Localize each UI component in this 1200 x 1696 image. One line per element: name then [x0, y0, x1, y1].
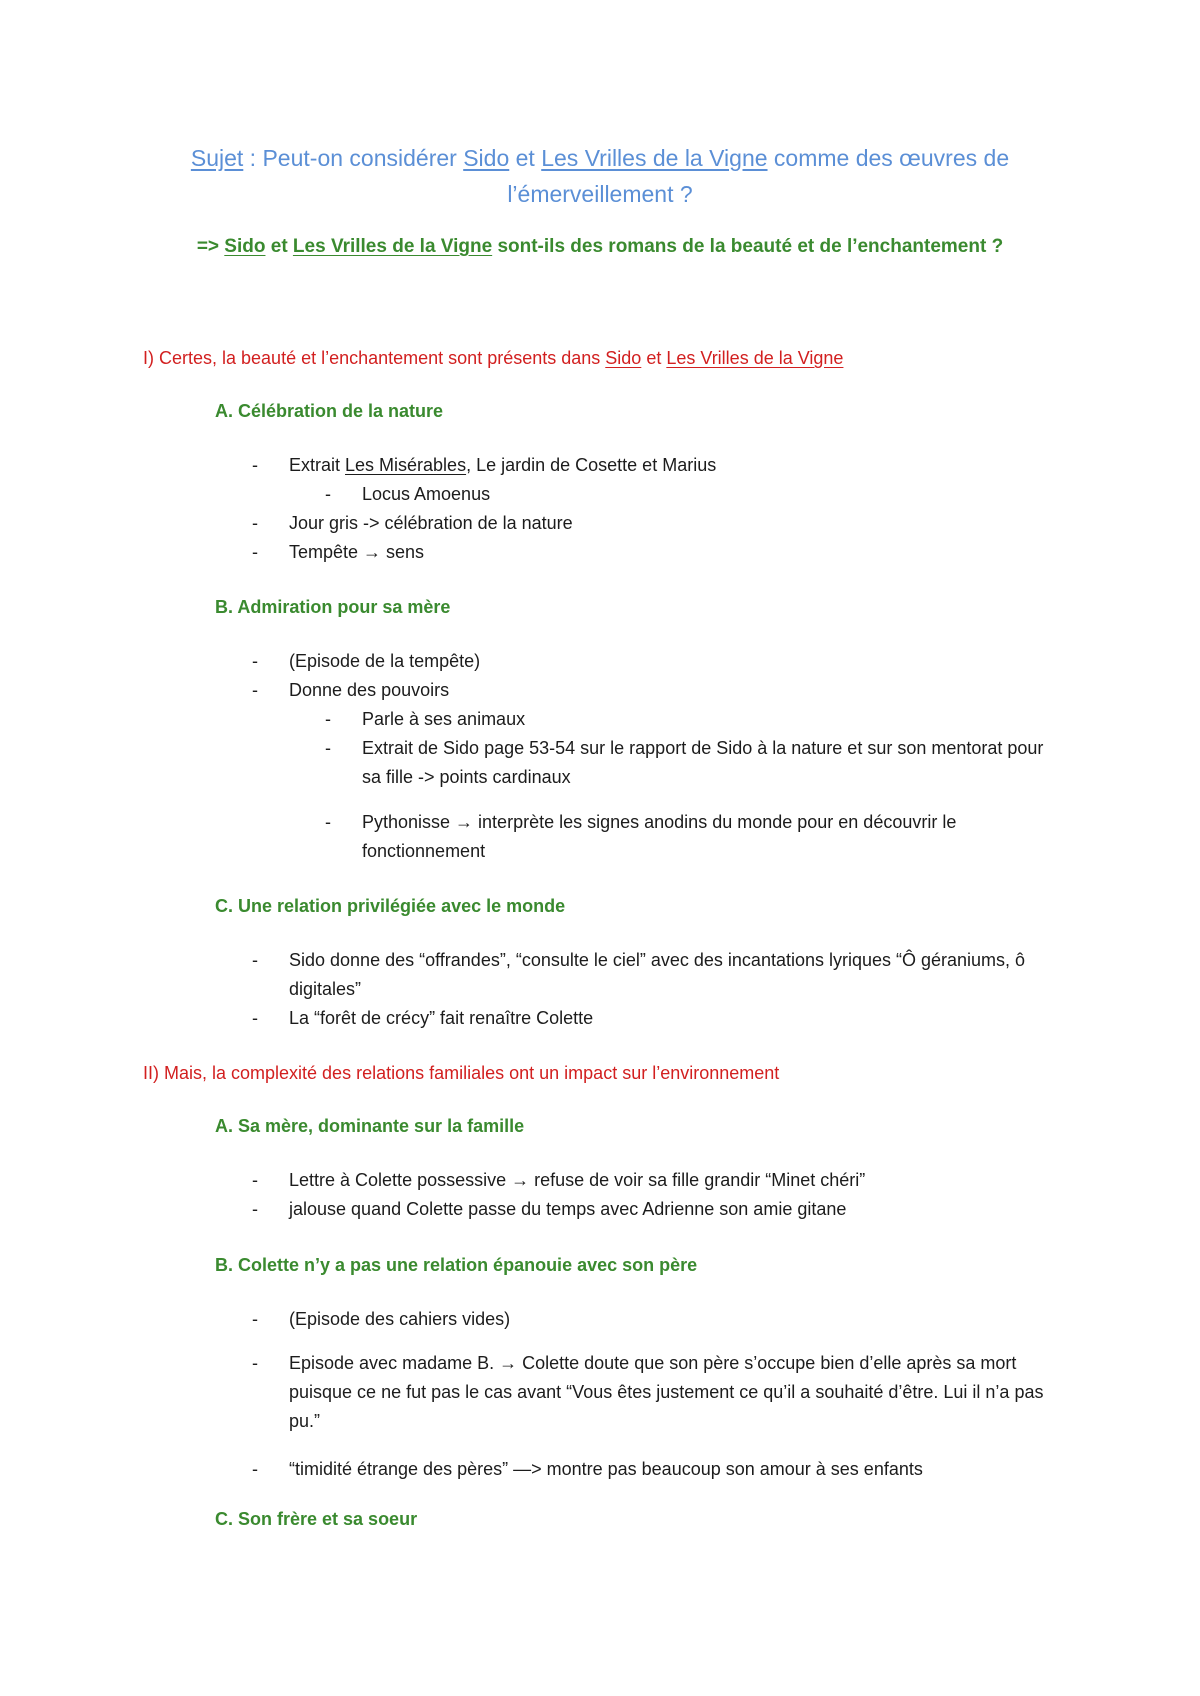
title-work-sido: Sido — [463, 145, 510, 171]
problematique: => Sido et Les Vrilles de la Vigne sont-ils des romans de la beauté et de l’enchantement ? — [196, 236, 1004, 257]
list-item: - Locus Amoenus — [325, 484, 491, 504]
list-item: - Extrait Les Misérables, Le jardin de Cosette et Marius — [252, 455, 717, 475]
list-item: - Lettre à Colette possessive → refuse de voir sa fille grandir “Minet chéri” — [252, 1170, 866, 1190]
page-title: Sujet : Peut-on considérer Sido et Les Vrilles de la Vigne comme des œuvres de l’émerveillement ? — [190, 145, 1010, 207]
list-item: - Sido donne des “offrandes”, “consulte le ciel” avec des incantations lyriques “Ô géraniums, ô digitales” — [252, 950, 1026, 999]
list-item: - “timidité étrange des pères” —> montre pas beaucoup son amour à ses enfants — [252, 1459, 923, 1479]
section-heading-2: II) Mais, la complexité des relations familiales ont un impact sur l’environnement — [143, 1063, 780, 1083]
list-item: - Pythonisse → interprète les signes anodins du monde pour en découvrir le fonctionnement — [325, 812, 957, 861]
list-item: - jalouse quand Colette passe du temps avec Adrienne son amie gitane — [252, 1199, 847, 1219]
subsection-heading: C. Une relation privilégiée avec le monde — [215, 896, 566, 916]
list-item: - (Episode des cahiers vides) — [252, 1309, 511, 1329]
list-item: - Parle à ses animaux — [325, 709, 526, 729]
subsection-heading: B. Admiration pour sa mère — [215, 597, 451, 617]
list-item: - Jour gris -> célébration de la nature — [252, 513, 573, 533]
list-item: - Extrait de Sido page 53-54 sur le rapport de Sido à la nature et sur son mentorat pour sa fille -> points cardinaux — [325, 738, 1044, 787]
title-prefix: Sujet — [190, 145, 244, 171]
subsection-heading: A. Célébration de la nature — [215, 401, 444, 421]
list-item: - Episode avec madame B. → Colette doute que son père s’occupe bien d’elle après sa mort puisque ce ne fut pas le cas avant “Vous êtes justement ce qu’il a souhaité d’être. Lui il n’a pas pu.” — [252, 1353, 1044, 1431]
list-item: - Donne des pouvoirs — [252, 680, 450, 700]
subsection-heading: A. Sa mère, dominante sur la famille — [215, 1116, 525, 1136]
section-heading-1: I) Certes, la beauté et l’enchantement sont présents dans Sido et Les Vrilles de la Vigne — [143, 348, 844, 368]
subsection-heading: C. Son frère et sa soeur — [215, 1509, 418, 1529]
subsection-heading: B. Colette n’y a pas une relation épanouie avec son père — [215, 1255, 698, 1275]
list-item: - Tempête → sens — [252, 542, 425, 562]
list-item: - (Episode de la tempête) — [252, 651, 481, 671]
title-work-vrilles: Les Vrilles de la Vigne — [541, 145, 768, 171]
list-item: - La “forêt de crécy” fait renaître Colette — [252, 1008, 594, 1028]
